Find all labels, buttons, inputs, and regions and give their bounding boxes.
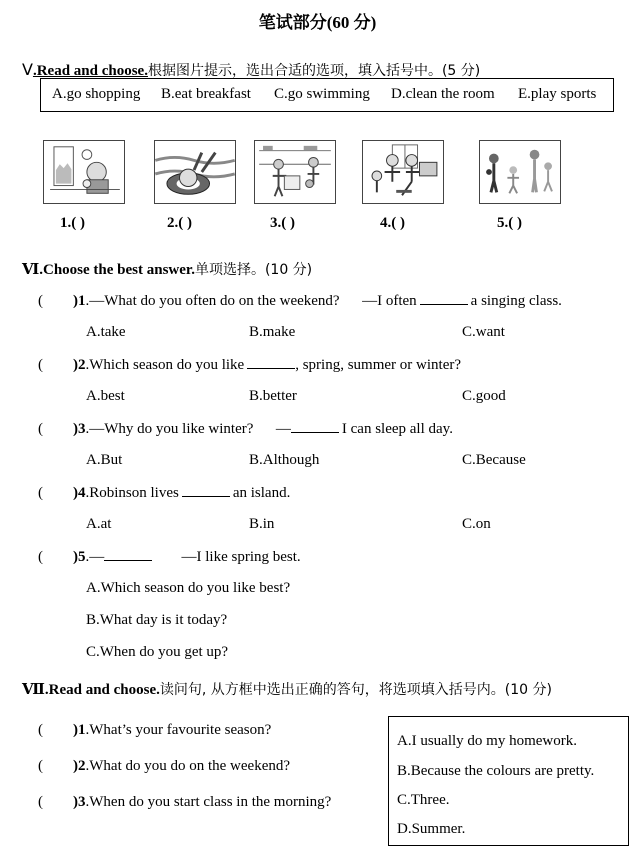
answer-paren[interactable]: (	[38, 758, 43, 774]
family-cleaning-room-picture	[362, 140, 444, 204]
answer-paren[interactable]: (	[38, 549, 43, 565]
q3-option-b: B.Although	[249, 452, 320, 468]
question-text-end: an island.	[232, 485, 291, 501]
section-5-heading	[22, 60, 480, 80]
section-6-heading-en: .Choose the best answer.	[39, 262, 195, 278]
question-text-end: , spring, summer or winter?	[295, 357, 462, 373]
fill-blank[interactable]	[420, 292, 468, 305]
question-number: )3	[73, 421, 86, 437]
fill-blank[interactable]	[104, 548, 152, 561]
answer-paren[interactable]: (	[38, 357, 43, 373]
question-number: )2	[73, 758, 86, 774]
question-number: )2	[73, 357, 86, 373]
picture-5-answer[interactable]: 5.( )	[497, 215, 522, 231]
fill-blank[interactable]	[247, 356, 295, 369]
family-shopping-picture	[254, 140, 336, 204]
question-6-5	[38, 548, 301, 566]
option-a: A.go shopping	[52, 86, 141, 102]
q2-option-a: A.best	[86, 388, 125, 404]
question-number: )5	[73, 549, 86, 565]
section-5-options-box	[40, 78, 614, 112]
boy-swimming-picture	[154, 140, 236, 204]
section-7-heading	[22, 679, 552, 699]
question-text: .What do you do on the weekend?	[85, 758, 291, 774]
question-text: .—Why do you like winter? —	[85, 421, 291, 437]
section-7-numeral: Ⅶ	[22, 682, 45, 698]
answer-a: A.I usually do my homework.	[397, 733, 577, 749]
section-7-heading-en: .Read and choose.	[44, 682, 160, 698]
q2-option-b: B.better	[249, 388, 297, 404]
q3-option-a: A.But	[86, 452, 123, 468]
answer-paren[interactable]: (	[38, 794, 43, 810]
picture-3-answer[interactable]: 3.( )	[270, 215, 295, 231]
question-number: )3	[73, 794, 86, 810]
question-6-2	[38, 356, 461, 374]
question-6-1	[38, 292, 562, 310]
question-text-end: —I like spring best.	[155, 549, 301, 565]
question-text-end: I can sleep all day.	[341, 421, 453, 437]
q1-option-c: C.want	[462, 324, 505, 340]
answer-b: B.Because the colours are pretty.	[397, 763, 595, 779]
section-5-heading-en: .Read and choose.	[32, 63, 148, 79]
section-6-heading	[22, 259, 312, 279]
q1-option-a: A.take	[86, 324, 126, 340]
kids-playing-sports-picture	[479, 140, 561, 204]
q5-option-a: A.Which season do you like best?	[86, 580, 291, 596]
fill-blank[interactable]	[291, 420, 339, 433]
section-5-heading-cn: 根据图片提示，选出合适的选项，填入括号中。(5 分)	[147, 63, 481, 79]
question-6-3	[38, 420, 453, 438]
question-7-2	[38, 758, 290, 775]
question-text: .When do you start class in the morning?	[85, 794, 332, 810]
question-text: .—	[85, 549, 105, 565]
option-c: C.go swimming	[274, 86, 370, 102]
question-text: .Robinson lives	[85, 485, 179, 501]
question-number: )1	[73, 293, 86, 309]
q3-option-c: C.Because	[462, 452, 526, 468]
answer-paren[interactable]: (	[38, 293, 43, 309]
answer-c: C.Three.	[397, 792, 450, 808]
question-text: .—What do you often do on the weekend? —I often	[85, 293, 417, 309]
q2-option-c: C.good	[462, 388, 506, 404]
q4-option-c: C.on	[462, 516, 491, 532]
section-7-answer-box	[388, 716, 629, 846]
question-6-4	[38, 484, 290, 502]
section-6-numeral: Ⅵ	[22, 262, 40, 278]
page-title: 笔试部分(60 分)	[258, 13, 377, 32]
picture-1-answer[interactable]: 1.( )	[60, 215, 85, 231]
answer-d: D.Summer.	[397, 821, 466, 837]
question-text: .What’s your favourite season?	[85, 722, 272, 738]
answer-paren[interactable]: (	[38, 485, 43, 501]
boy-eating-breakfast-picture	[43, 140, 125, 204]
question-text: .Which season do you like	[85, 357, 245, 373]
picture-2-answer[interactable]: 2.( )	[167, 215, 192, 231]
q1-option-b: B.make	[249, 324, 296, 340]
answer-paren[interactable]: (	[38, 722, 43, 738]
question-7-3	[38, 794, 331, 811]
picture-4-answer[interactable]: 4.( )	[380, 215, 405, 231]
option-b: B.eat breakfast	[161, 86, 251, 102]
q5-option-b: B.What day is it today?	[86, 612, 228, 628]
question-7-1	[38, 722, 271, 739]
option-e: E.play sports	[518, 86, 597, 102]
section-7-heading-cn: 读问句, 从方框中选出正确的答句，将选项填入括号内。(10 分)	[159, 682, 552, 698]
answer-paren[interactable]: (	[38, 421, 43, 437]
section-5-numeral: Ⅴ	[22, 60, 33, 79]
q4-option-a: A.at	[86, 516, 112, 532]
question-number: )4	[73, 485, 86, 501]
q4-option-b: B.in	[249, 516, 275, 532]
question-text-end: a singing class.	[470, 293, 562, 309]
fill-blank[interactable]	[182, 484, 230, 497]
q5-option-c: C.When do you get up?	[86, 644, 229, 660]
option-d: D.clean the room	[391, 86, 495, 102]
section-6-heading-cn: 单项选择。(10 分)	[194, 262, 313, 278]
question-number: )1	[73, 722, 86, 738]
